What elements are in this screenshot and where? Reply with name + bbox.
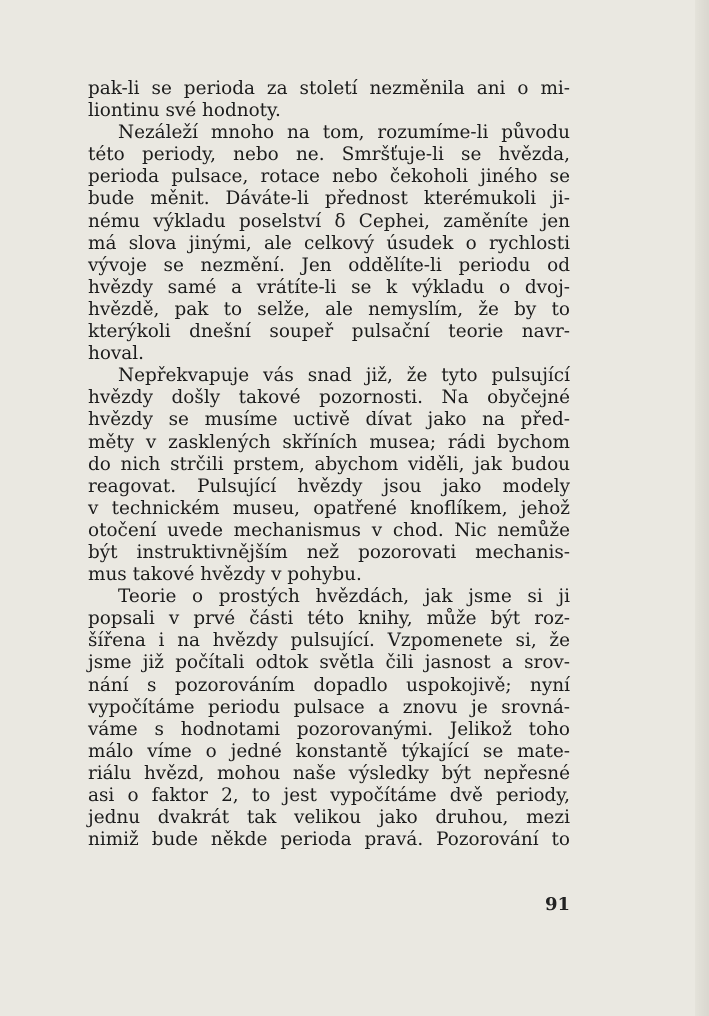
text-line: nimiž bude někde perioda pravá. Pozorování to (88, 829, 570, 851)
text-line: vypočítáme periodu pulsace a znovu je srovná- (88, 696, 570, 718)
text-line: hvězdy samé a vrátíte-li se k výkladu o dvoj- (88, 276, 570, 298)
text-line: kterýkoli dnešní soupeř pulsační teorie navr- (88, 321, 570, 343)
paragraph-1 (88, 78, 570, 122)
text-line: hoval. (88, 343, 144, 365)
page-number: 91 (544, 894, 570, 915)
text-line: bude měnit. Dáváte-li přednost kterémukoli ji- (88, 188, 570, 210)
text-line: měty v zasklených skříních musea; rádi bychom (88, 431, 570, 453)
text-line: liontinu své hodnoty. (88, 100, 281, 122)
text-line: hvězdě, pak to selže, ale nemyslím, že by to (88, 298, 570, 320)
text-line: Teorie o prostých hvězdách, jak jsme si ji (118, 586, 570, 608)
text-line: perioda pulsace, rotace nebo čekoholi jiného se (88, 166, 570, 188)
page-edge (695, 0, 709, 1016)
text-line: šířena i na hvězdy pulsující. Vzpomenete si, že (88, 630, 570, 652)
text-line: Nepřekvapuje vás snad již, že tyto pulsující (118, 365, 570, 387)
paragraph-4 (88, 586, 570, 851)
body-text (88, 78, 570, 851)
text-line: má slova jinými, ale celkový úsudek o rychlosti (88, 232, 570, 254)
text-line: pak-li se perioda za století nezměnila ani o mi- (88, 78, 570, 99)
text-line: popsali v prvé části této knihy, může být roz- (88, 608, 570, 630)
text-line: v technickém museu, opatřené knoflíkem, jehož (88, 497, 570, 519)
text-line: otočení uvede mechanismus v chod. Nic nemůže (88, 519, 570, 541)
text-line: této periody, nebo ne. Smršťuje-li se hvězda, (88, 144, 570, 166)
text-line: riálu hvězd, mohou naše výsledky být nepřesné (88, 762, 570, 784)
text-line: do nich strčili prstem, abychom viděli, jak budou (88, 453, 570, 475)
text-line: nání s pozorováním dopadlo uspokojivě; nyní (88, 674, 570, 696)
text-line: hvězdy se musíme uctivě dívat jako na před- (88, 409, 570, 431)
text-line: nému výkladu poselství δ Cephei, zaměníte jen (88, 210, 570, 232)
text-line: jsme již počítali odtok světla čili jasnost a srov- (88, 652, 570, 674)
paragraph-3 (88, 365, 570, 586)
text-line: reagovat. Pulsující hvězdy jsou jako modely (88, 475, 570, 497)
text-line: asi o faktor 2, to jest vypočítáme dvě periody, (88, 785, 570, 806)
text-line: být instruktivnějším než pozorovati mechanis- (88, 541, 570, 563)
paragraph-2 (88, 122, 570, 365)
text-line: hvězdy došly takové pozornosti. Na obyčejné (88, 387, 570, 409)
text-line: málo víme o jedné konstantě týkající se mate- (88, 740, 570, 762)
text-line: mus takové hvězdy v pohybu. (88, 564, 362, 586)
text-line: váme s hodnotami pozorovanými. Jelikož toho (88, 718, 570, 740)
text-line: Nezáleží mnoho na tom, rozumíme-li původu (118, 122, 570, 144)
text-line: vývoje se nezmění. Jen oddělíte-li periodu od (88, 254, 570, 276)
text-line: jednu dvakrát tak velikou jako druhou, mezi (88, 807, 570, 829)
